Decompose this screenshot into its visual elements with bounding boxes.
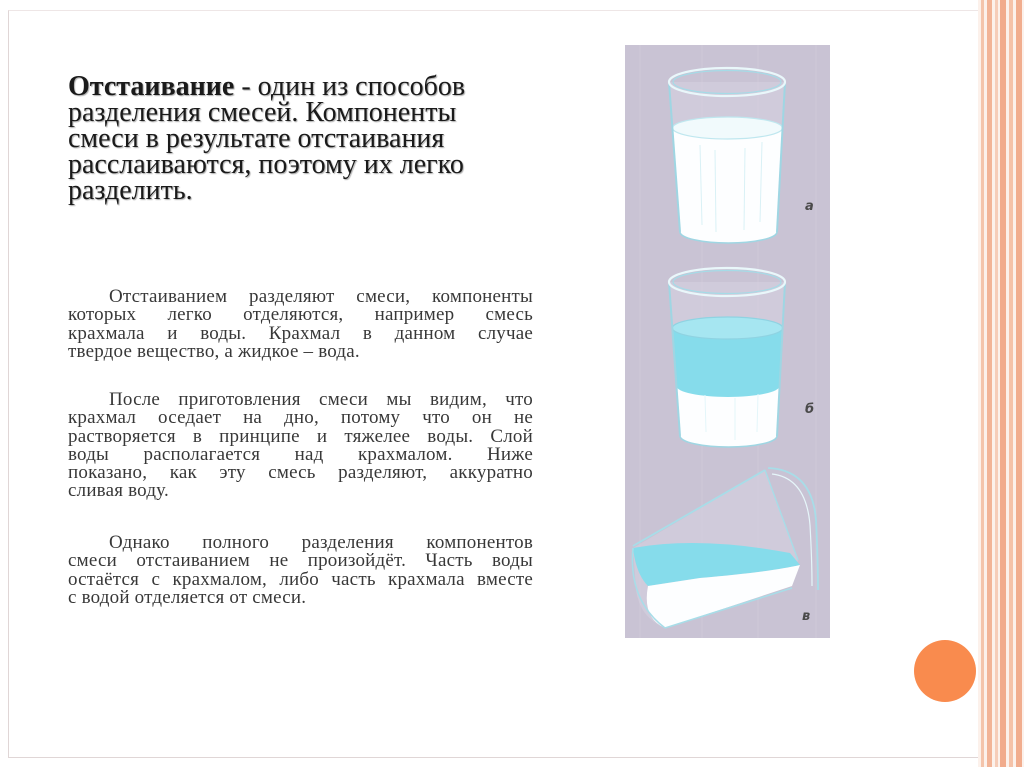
accent-circle-shape bbox=[914, 640, 976, 702]
paragraph-line: крахмала и воды. Крахмал в данном случае bbox=[68, 322, 533, 344]
decorative-stripes bbox=[978, 0, 1024, 767]
paragraph-line: сливая воду. bbox=[68, 480, 169, 502]
paragraph-2 bbox=[68, 391, 533, 501]
paragraph-line: Однако полного разделения компонентов bbox=[109, 532, 533, 553]
figure-label-c: в bbox=[802, 609, 811, 624]
title-line: разделения смесей. Компоненты bbox=[68, 97, 457, 128]
slide-title bbox=[68, 71, 538, 206]
paragraph-line: показано, как эту смесь разделяют, аккуратно bbox=[68, 462, 533, 484]
paragraph-1 bbox=[68, 288, 533, 361]
paragraph-line: воды располагается над крахмалом. Ниже bbox=[68, 443, 533, 465]
white-mixture bbox=[673, 128, 783, 243]
paragraph-line: смеси отстаиванием не произойдёт. Часть воды bbox=[68, 550, 533, 572]
paragraph-line: растворяется в принципе и тяжелее воды. Слой bbox=[68, 425, 533, 447]
paragraph-line: с водой отделяется от смеси. bbox=[68, 586, 307, 608]
paragraph-line: Отстаиванием разделяют смеси, компоненты bbox=[109, 286, 533, 307]
stripe bbox=[987, 0, 992, 767]
stripe bbox=[1000, 0, 1006, 767]
figure-label-b: б bbox=[805, 402, 815, 417]
paragraph-line: После приготовления смеси мы видим, что bbox=[109, 389, 533, 410]
title-line: разделить. bbox=[68, 175, 193, 206]
title-line: расслаиваются, поэтому их легко bbox=[68, 149, 464, 180]
liquid-surface bbox=[673, 117, 783, 139]
title-text: - один из способов bbox=[241, 71, 466, 102]
paragraph-line: крахмал оседает на дно, потому что он не bbox=[68, 407, 533, 429]
paragraph-3 bbox=[68, 534, 533, 607]
accent-circle bbox=[914, 640, 976, 702]
stripe bbox=[981, 0, 984, 767]
paragraph-line: которых легко отделяются, например смесь bbox=[68, 304, 533, 326]
title-term: Отстаивание bbox=[68, 71, 235, 102]
stripe bbox=[1016, 0, 1022, 767]
figure-label-a: а bbox=[805, 199, 814, 214]
sedimentation-illustration bbox=[625, 45, 830, 638]
stripe bbox=[1009, 0, 1013, 767]
stripe bbox=[995, 0, 998, 767]
paragraph-line: остаётся с крахмалом, либо часть крахмала вместе bbox=[68, 568, 533, 590]
title-line: смеси в результате отстаивания bbox=[68, 123, 445, 154]
liquid-surface bbox=[672, 317, 782, 339]
paragraph-line: твердое вещество, а жидкое – вода. bbox=[68, 340, 360, 362]
